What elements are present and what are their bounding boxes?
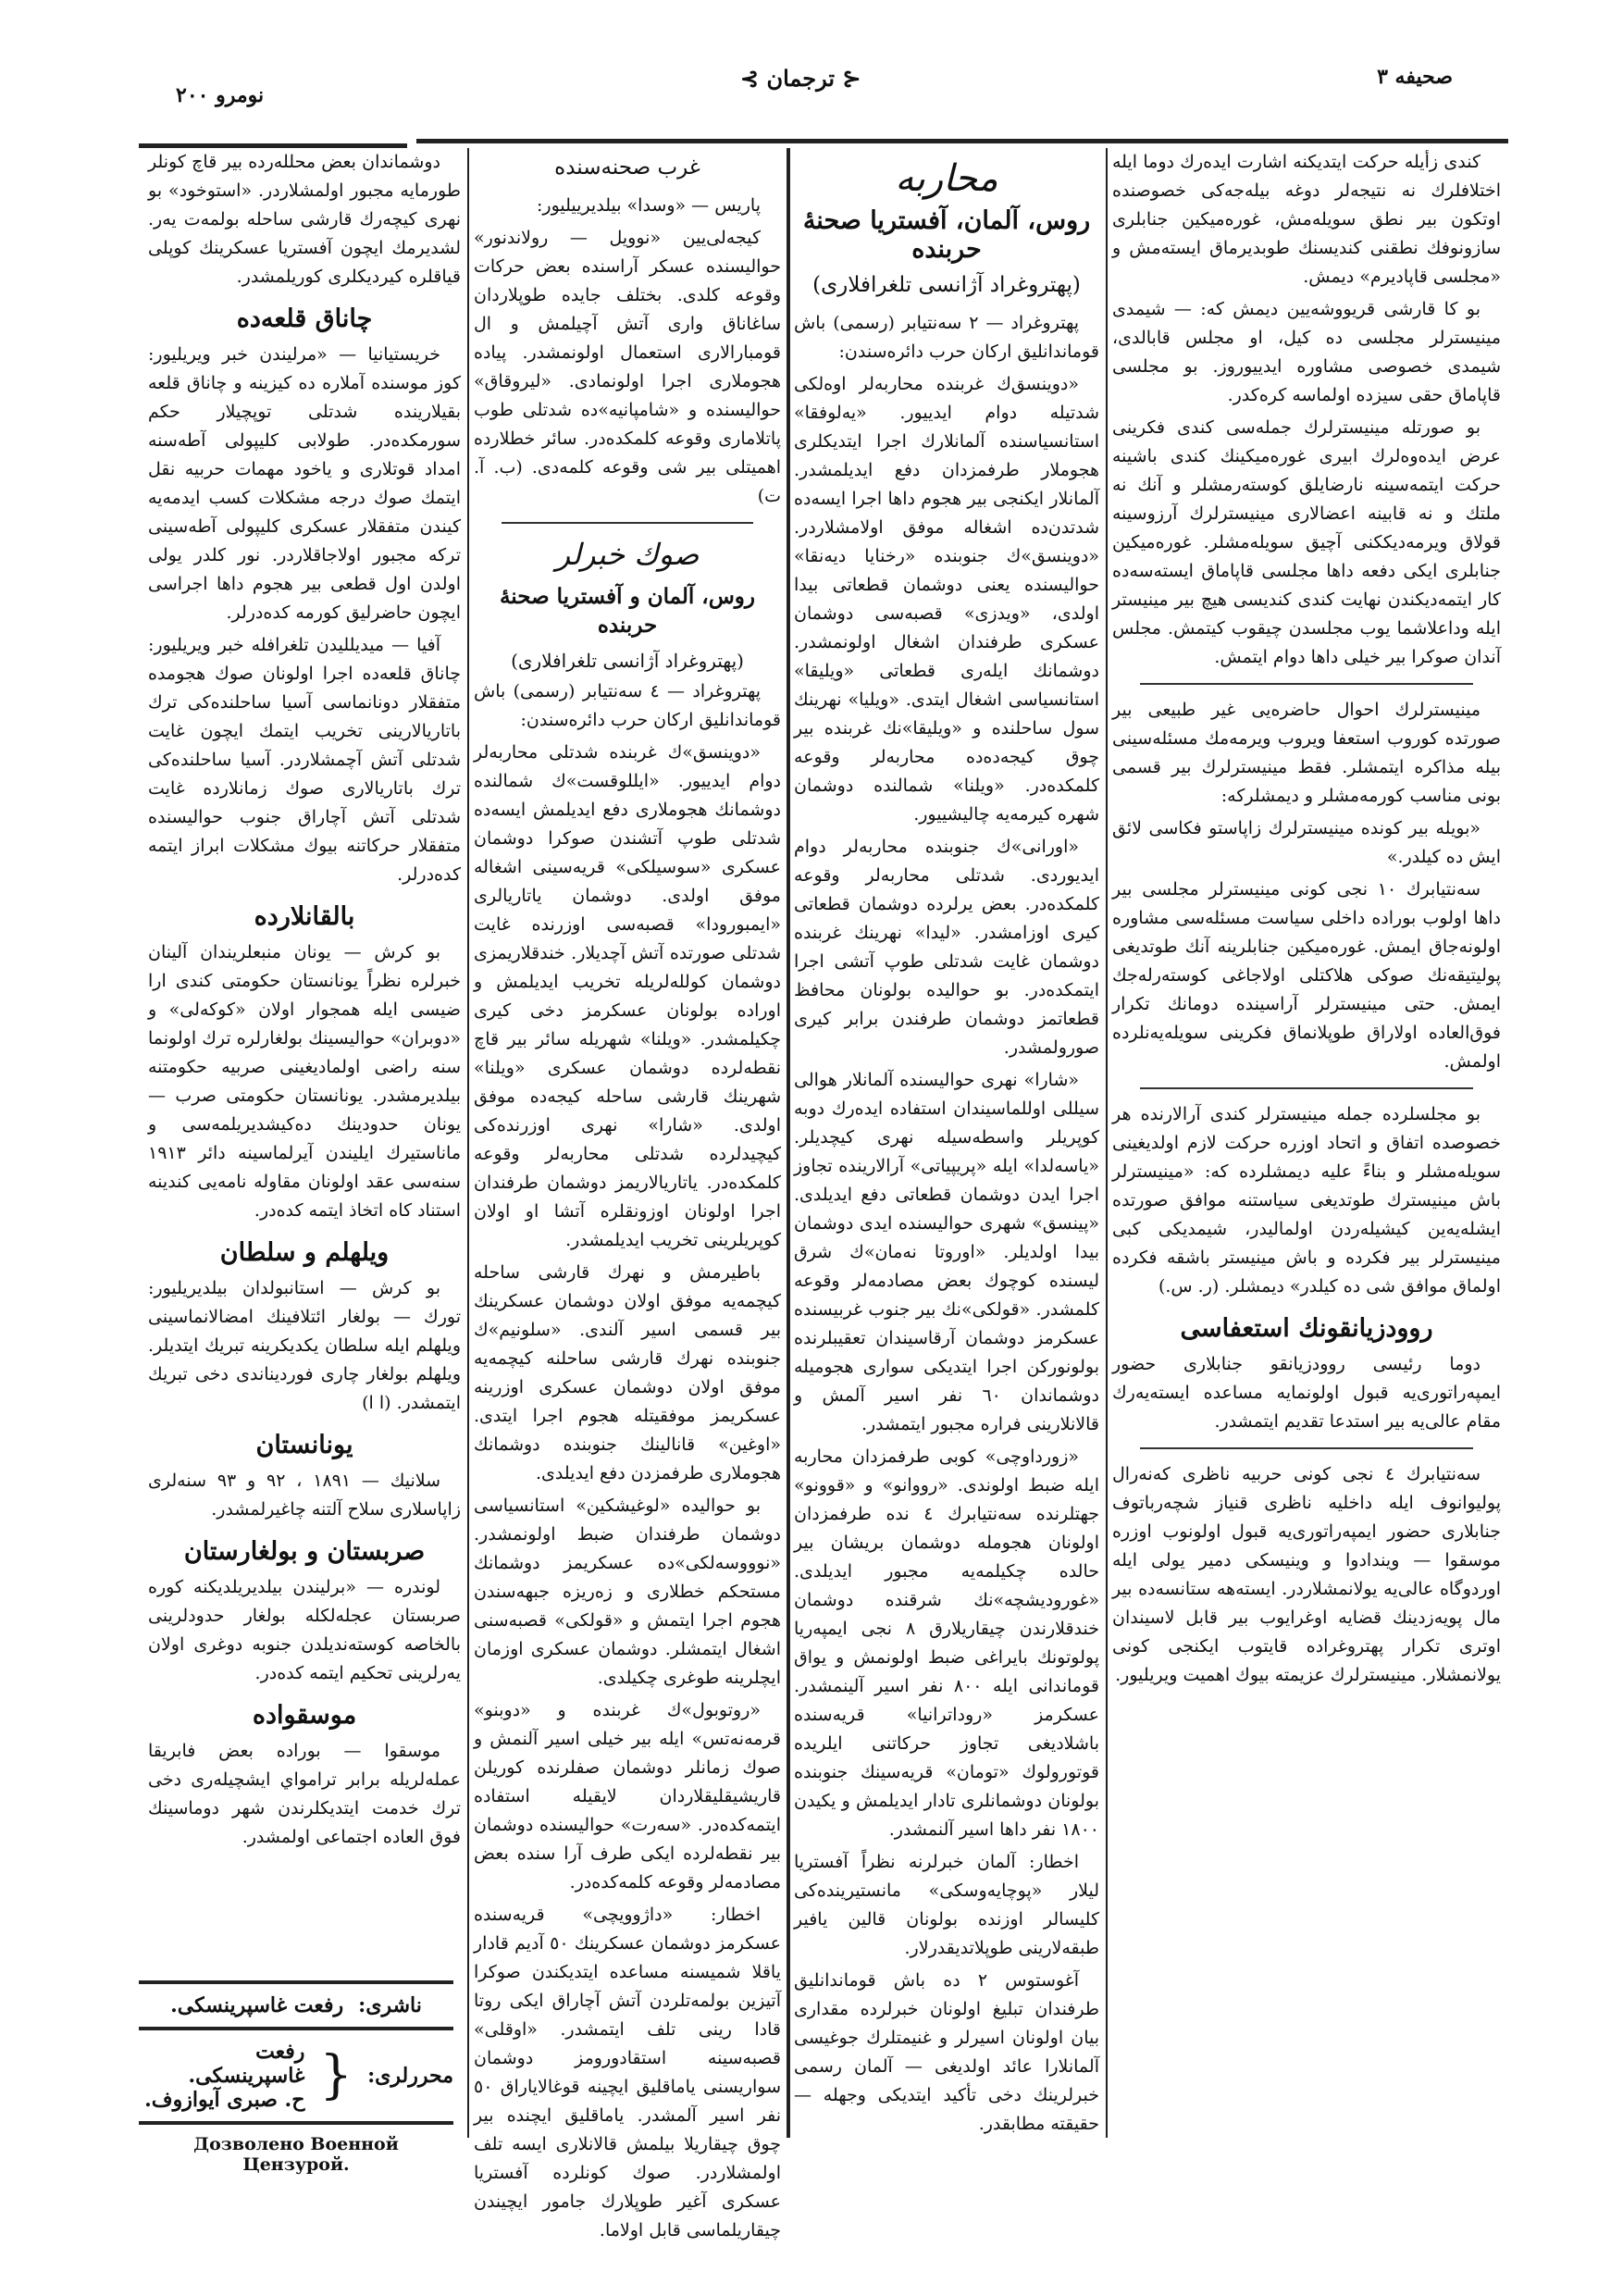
paragraph: «بویله بیر کونده مینیسترلرك زاپاستو فکاسی لائق ایش ده کیلدر.» — [1112, 818, 1501, 867]
censorship-note: Дозволено Военной Цензурой. — [139, 2121, 453, 2175]
publisher-row — [139, 1980, 453, 2027]
article-source: (پهتروغراد آژانسی تلغرافلاری) — [812, 273, 1081, 297]
paragraph: سه‌نتیابرك ٤ نجی کونی حربیه ناظری که‌نه‌رال پولیوانوف ایله داخلیه ناظری قنیاز شچه‌رباتوف جنابلاری حضور ایمپه‌راتوری‌یه قبول اولونوب اوزره موسقوا — ویندادوا و وینیسکی دمیر یولی ایله اوردوگاه عالی‌یه یولانمشلاردر. ایسته‌هه ستانسه‌ده بیر مال پویه‌زدینك قضایه اوغرایوب بیر قابل لاسیندان اوتری تکرار پهتروغراده قایتوب ایکنجی کونی یولانمشلار. مینیسترلرك عزیمته بیوك اهمیت ویریلیور. — [1112, 1464, 1501, 1685]
paragraph: «شارا» نهری حوالیسنده آلمانلار هوا‌لی سیللی اوللماسیندان استفاده ایده‌رك دوبه کوپریلر واسطه‌سیله نهری کیچدیلر. «یاسه‌لدا» ایله «پریپیاتی» آرالارینده تجاوز اجرا ایدن دوشمان قطعاتی دفع ایدیلدی. «پینسق» شهری حوالیسنده ایدی دوشمان بیدا اولدیلر. «اوروتا نه‌مان»ك شرق لیسنده کوچوك بعض مصادمه‌لر وقوعه کلمشدر. «قولکی»نك بیر جنوب غربیسنده عسکرمز دوشمان آرقاسیندان تعقیبلرنده بولونورکن اجرا ایتدیکی سواری هجومیله دوشماندان ٦۰ نفر اسیر آلمش و قالانلارینی فراره مجبور ایتمشدر. — [794, 1070, 1099, 1434]
paragraph: آغوستوس ۲ ده باش قوماندانلیق طرفندان تبلیغ اولونان خبرلرده مقداری بیان اولونان اسیرلر و غنیمتلرك جوغیسی آلمانلارا عائد اولدیغی — آلمان رسمی خبرلرینك دخی تأکید ایتدیکی وجهله — حقیقته مطابقدر. — [794, 1970, 1099, 2134]
paragraph: موسقوا — بوراده بعض فابریقا عمله‌لریله برابر ترامواي ایشچیله‌ری دخی ترك خدمت ایتدیکلرندن شهر دوماسینك فوق العاده اجتماعی اولمشدر. — [148, 1741, 461, 1847]
editor-name: رفعت غاسپرینسکی. — [188, 2040, 305, 2088]
column-divider — [787, 148, 790, 2138]
divider — [1140, 1447, 1473, 1449]
heading-war: محاربه — [895, 157, 998, 200]
paragraph: بو مجلسلرده جمله مینیسترلر کندی آرالارنده هر خصوصده اتفاق و اتحاد اوزره حرکت لازم اولدیغینی سویله‌مشلر و بناءً علیه دیمشلرده که: «مینیسترلر باش مینیسترك طوتدیغی سیاستنه موافق صورتده ایشله‌یه‌ین کیشیله‌ردن اولمالیدر، شیمدیکی کبی مینیسترلر بیر فکرده و باش مینیستر باشقه فکرده اولماق موافق شی ده کیلدر» دیمشلر. (ر. س.) — [1112, 1104, 1501, 1297]
imprint — [139, 1980, 453, 2175]
column-war — [794, 148, 1099, 2134]
column-divider — [467, 148, 469, 2138]
heading-moscow: موسقواده — [252, 1701, 357, 1730]
dateline: پهتروغراد — ٤ سه‌نتیابر (رسمی) باش قوماندانلیق ارکان حرب دائره‌سندن: — [474, 681, 781, 730]
column-foreign — [148, 148, 461, 1962]
paragraph: پاریس — «وسدا» بیلدیرییلیور: — [537, 195, 761, 216]
newspaper-title: ⊰ ترجمان ⊱ — [740, 65, 861, 92]
paragraph: دوما رئیسی روودزیانقو جنابلاری حضور ایمپه‌راتوری‌یه قبول اولونمایه مساعده ایسته‌یه‌رك مقام عالی‌یه بیر استدعا تقدیم ایتمشدر. — [1112, 1354, 1501, 1432]
heading-balkans: بالقانلارده — [254, 902, 355, 931]
paragraph: اخطار: «داژوویچی» قریه‌سنده عسکرمز دوشمان عسکرینك ٥۰ آدیم قادار یاقلا شمیسنه مساعده ایتدیکندن صوکرا آتیزین بولمه‌تلردن آتش آچاراق ایکی روتا قادا رینی تلف ایتمشدر. «اوقلی» قصبه‌سینه استقادورومز دوشمان سواریسنی یاماقلیق ایچینه قوغالایاراق ٥۰ نفر اسیر آلمشدر. یاماقلیق ایچنده بیر چوق چیقاریلا بیلمش قالانلاری ایسه تلف اولمشلاردر. صوك کونلرده آفستریا عسکری آغیر طوپلارك جامور ایچیندن چیقاریلماسی قابل اولاما. — [474, 1905, 781, 2240]
paragraph: باطیرمش و نهرك قارشی ساحله کیچمه‌یه موفق اولان دوشمان عسکرینك بیر قسمی اسیر آلندی. «سلونیم»ك جنوبنده نهرك قارشی ساحلنه کیچمه‌یه موفق اولان دوشمان عسکری اوزرینه عسکریمز موفقیتله هجوم اجرا ایتدی. «اوغین» قانالینك جنوبنده دوشمانك هجوملاری طرفمزدن دفع ایدیلدی. — [474, 1262, 781, 1483]
paragraph: دوشماندان بعض محلله‌رده بیر قاچ کونلر طورمایه مجبور اولمشلاردر. «استوخود» بو نهری کیچه‌رك قارشی ساحله بولمه‌ت یه‌ر. لشدیرمك ایچون آفستریا عسکرینك کوپلی قیاقلره کیردیکلری کوریلمشدر. — [148, 152, 461, 287]
editors-list — [139, 2040, 304, 2112]
issue-number: نومرو ۲۰۰ — [176, 83, 265, 107]
article-title: روس، آلمان و آفستریا صحنهٔ حربنده — [499, 584, 756, 638]
newspaper-page — [139, 56, 1508, 2240]
column-divider — [1106, 148, 1108, 2138]
heading-wilhelm-sultan: ویلهلم و سلطان — [219, 1238, 390, 1267]
paragraph: اخطار: آلمان خبرلرنه نظراً آفستریا لیلار «پوچایه‌وسکی» مانستیرینده‌کی کلیسالر اوزنده بولونان قالین یافیر طبقه‌لارینی طوپلاتدیقدرلار. — [794, 1852, 1099, 1958]
paragraph: «دوینسق‌ك غربنده محاربه‌لر اوه‌لکی شدتیله دوام ایدییور. «یه‌لوفقا» استانسیاسنده آلمانلارك اجرا ایتدیکلری هجوملار طرفمزدان دفع ایدیلمشدر. آلمانلار ایکنجی بیر هجوم داها اجرا ایسه‌ده شدتدن‌ده اشغاله موفق اولامشلاردر. «دوینسق»ك جنوبنده «رخنایا دیه‌نقا» حوالیسنده یعنی دوشمان قطعاتی بیدا اولدی، «ویدزی» قصبه‌سی دوشمان عسکری طرفندان اشغال اولونمشدر. دوشمانك ایله‌ری قطعاتی «ویلیقا» استانسیاسی اشغال ایتدی. «ویلیا» نهرینك سول ساحلنده و «ویلیقا»نك غربنده بیر چوق کیجه‌ده‌ده محاربه‌لر وقوعه کلمکده‌در. «ویلنا» شمالنده دوشمان شهره کیرمه‌یه چالیشییور. — [794, 374, 1099, 825]
paragraph: خریستیانیا — «مرلیندن خبر ویریلیور: کوز موسنده آملاره ده کیزینه و چاناق قلعه بقیلارینده شدتلی توپچیلار حکم سورمکده‌در. طولابی کلیپولی آطه‌سنه امداد قوتلاری و یاخود مهمات حربیه نقل ایتمك صوك درجه مشکلات کسب ایدمه‌یه کیندن متفقلار عسکری کلیپولی آطه‌سینی ترکه مجبور اولاجاقلاردر. نور کلدر یولی اولدن اول قطعی بیر هجوم داها اجراسی ایچون حاضرلیق کورمه کده‌درلر. — [148, 344, 461, 623]
publisher-label: ناشری: — [358, 1993, 422, 2017]
paragraph: بو حوالیده «لوغیشکین» استانسیاسی دوشمان طرفندان ضبط اولونمشدر. «نوووسه‌لکی»ده عسکریمز دوشمانك مستحکم خطلاری و زه‌ریزه جبهه‌سندن هجوم اجرا ایتمش و «قولکی» قصبه‌سنی اشغال ایتمشلر. دوشمان عسکری اوزمان ایچلرینه طوغری چکیلدی. — [474, 1496, 781, 1688]
paragraph: بو کرش — استانبولدان بیلدیریلیور: تورك — بولغار ائتلافینك امضالانماسینی ویلهلم ایله سلطان یکدیکرینه تبریك ایتدیلر. ویلهلم بولغار چاری فوردیناندی دخی تبریك ایتمشدر. (ا ا) — [148, 1278, 461, 1413]
paragraph: مینیسترلرك احوال حاضره‌یی غیر طبیعی بیر صورتده کوروب استعفا ویروب ویرمه‌مك مسئله‌سینی بیله مذاکره ایتمشلر. فقط مینیسترلرك بیر قسمی بونی مناسب کورمه‌مشلر و دیمشلرکه: — [1112, 700, 1501, 806]
paragraph: سلانیك — ۱۸۹۱ ، ۹۲ و ۹۳ سنه‌لری زاپاسلاری سلاح آلتنه چاغیرلمشدر. — [148, 1471, 461, 1520]
article-title: روس، آلمان، آفستریا صحنهٔ حربنده — [802, 206, 1091, 264]
editor-name: ح. صبری آیوازوف. — [144, 2088, 305, 2112]
paragraph: کیجه‌لی‌یین «نوویل — رولاندنور» حوالیسنده عسکر آراسنده بعض حرکات وقوعه کلدی. بختلف جایده طوپلاردان ساغاناق واری آتش آچیلمش و ال قومبارالاری استعمال اولونمشدر. پیاده هجوملاری اجرا اولونمادی. «لیروقاق» حوالیسنده و «شامپانیه»ده شدتلی طوب پاتلاماری وقوعه کلمکده‌در. سائر خطلارده اهمیتلی بیر شی وقوعه کلمه‌دی. (ب. آ. ت) — [474, 228, 781, 506]
paragraph: بو کا قارشی قریووشه‌یین دیمش که: — شیمدی مینیسترلر مجلسی ده کیل، او مجلس قابالدی، شیمدی خصوصی مشاوره ایدییوروز. بو مجلسی قاپاماق حقی سیزده اولماسه کره‌کدر. — [1112, 299, 1501, 405]
heading-west-front: غرب صحنه‌سنده — [554, 155, 700, 180]
paragraph: بو صورتله مینیسترلرك جمله‌سی کندی فکرینی عرض ایده‌وه‌لرك ابیری غوره‌میکینك کندی باشینه حرکت ایتمه‌سینه نارضایلق کوسته‌رمشلر و آنك نه ملتك و نه قابینه اعضالاری مینیسترلرك آرزوسینه قولاق ویرمه‌دیککنی آچیق سویله‌مشلر. غوره‌میکین جنابلری ایکی دفعه داها مجلسی قاپاماق ایسته‌سه‌ده کار ایتمه‌دیکندن نهایت کندی کندیسی هیچ بیر مینیستر ایله وداعلاشما یوب مجلسدن چیقوب کیتمش. مجلس آندان صوکرا بیر خیلی داها دوام ایتمش. — [1112, 417, 1501, 667]
dateline: پهتروغراد — ۲ سه‌نتیابر (رسمی) باش قوماندانلیق ارکان حرب دائره‌سندن: — [794, 313, 1099, 362]
page-number: صحیفه ۳ — [1377, 65, 1453, 89]
title-text: ترجمان — [766, 65, 836, 92]
editors-row — [139, 2027, 453, 2121]
heading-latest-news: صوك خبرلر — [555, 537, 700, 572]
paragraph: «زورداوچی» کوبی طرفمزدان محاربه ایله ضبط اولوندی. «رووانو» و «قوونو» جهتلرنده سه‌نتیابرك ٤ نده طرفمزدان اولونان هجومله دوشمان بریشان بیر حالده چکیلمه‌یه مجبور ایدیلدی. «غورودیشچه»نك شرقنده دوشمان خندقلارندن چیقاریلارق ۸ نجی ایمپه‌ریا پولوتونك بایراغی ضبط اولونمش و یواق قوماندانی ایله ۸۰۰ نفر اسیر آلینمشدر. عسکرمز «روداترانیا» قریه‌سنده باشلادیغی تجاوز حرکاتنی ایلریده قوتورولوك «تومان» قریه‌سینك جنوبنده بولونان دوشمانلری تادار ایدیلمش و یکیدن ۱۸۰۰ نفر داها اسیر آلنمشدر. — [794, 1446, 1099, 1840]
paragraph: آفیا — میدیللیدن تلغرافله خبر ویریلیور: چاناق قلعه‌ده اجرا اولونان صوك هجومده متفقلار دونانماسی آسیا ساحلنده‌کی ترك باتاریالارینی تخریب ایتمك ایچون غایت شدتلی آتش آچمشلاردر. آسیا ساحلنده‌کی ترك باتاریالاری صوك زمانلارده غایت شدتلی آتش آچاراق جنوب حوالیسنده متفقلار حرکاتنه بیوك مشکلات ابراز ایتمه کده‌درلر. — [148, 635, 461, 885]
publisher-name: رفعت غاسپرینسکی. — [170, 1993, 344, 2017]
paragraph: «روتوبول»ك غربنده و «دوبنو» قرمه‌نه‌تس» ایله بیر خیلی اسیر آلنمش و صوك زمانلر دوشمان صفلرنده کوریلن قاریشیقلیقلاردان لایقیله استفاده ایتمه‌کده‌در. «سه‌رت» حوالیسنده دوشمان بیر نقطه‌لرده ایکی طرف آرا سنده بعض مصادمه‌لر وقوعه کلمه‌کده‌در. — [474, 1700, 781, 1893]
paragraph: «اورانی»ك جنوبنده محاربه‌لر دوام ایدیوردی. شدتلی محاربه‌لر وقوعه کلمکده‌در. بعض یرلرده دوشمان قطعاتی کیری اوزامشدر. «لیدا» نهرینك غربنده دوشمان غایت شدتلی طوپ آتشی اجرا ایتمکده‌در. بو حوالیده بولونان محافظ قطعاتمز دوشمان طرفندن برابر کیری صورولمشدر. — [794, 837, 1099, 1058]
editors-label: محررلری: — [367, 2064, 453, 2088]
brace: { — [319, 2045, 353, 2105]
heading-resignation: روودزیانقونك استعفاسی — [1180, 1314, 1433, 1343]
column-west-and-latest — [474, 148, 781, 2240]
divider — [416, 139, 1508, 143]
paragraph: بو کرش — یونان منبعلریندان آلینان خبرلره نظراً یونانستان حکومتی کندی ارا ضیسی ایله همجوار اولان «کوکه‌لی» و «دوبران» حوالیسینك بولغارلره ترك اولونما سنه راضی اولمادیغینی صربیه حکومتنه بیلدیرمشدر. یونانستان حکومتی صرب — یونان حدودینك ده‌کیشدیریلمه‌سی و ماناستیرك ایلیندن آیرلماسینه دائر ۱۹۱۳ سنه‌سی عقد اولونان مقاوله نامه‌یی کندینه استناد کاه اتخاذ ایتمه کده‌در. — [148, 942, 461, 1221]
article-source: (پهتروغراد آژانسی تلغرافلاری) — [511, 650, 744, 672]
paragraph: کندی زأیله حرکت ایتدیکنه اشارت ایده‌رك دوما ایله اختلافلرك نه نتیجه‌لر دوغه بیله‌جه‌کی خصوصنده اوتکون بیر نطق سویله‌مش، غوره‌میکین جنابلری سازونوفك نطقنی کندیسنك طوبدیرماق ایسته‌مش و «مجلسی قاپادیرم» دیمش. — [1112, 152, 1501, 287]
heading-serbia-bulgaria: صربستان و بولغارستان — [183, 1537, 426, 1566]
divider — [502, 522, 753, 524]
divider — [1140, 683, 1473, 685]
heading-greece: یونانستان — [255, 1431, 353, 1459]
paragraph: «دوینسق»ك غربنده شدتلی محاربه‌لر دوام ایدییور. «ایللوقست»ك شمالنده دوشمانك هجوملاری دفع ایدیلمش ایسه‌ده شدتلی طوپ آتشندن صوکرا دوشمان عسکری «سوسیلکی» قریه‌سینی اشغاله موفق اولدی. دوشمان یاتاریالری «ایمبورودا» قصبه‌سی اوزرنده غایت شدتلی صورتده آتش آچدیلار. خندقلاریمزی دوشمان کولله‌لریله تخریب ایدیلمش و اوراده بولونان عسکرمز دخی کیری چکیلمشدر. «ویلنا» شهریله سائر بیر قاچ نقطه‌لرده دوشمان عسکری «ویلنا» شهرینك قارشی ساحله کیجه‌ده موفق اولدی. «شارا» نهری اوزرنده‌کی کیچیدلرده شدتلی محاربه‌لر وقوعه کلمکده‌در. یاتاریالاریمز دوشمان طرفندان اجرا اولونان اوزونقلره آتشا او اولان کوپریلرینی تخریب ایدیلمشدر. — [474, 742, 781, 1250]
heading-dardanelles: چاناق قلعه‌ده — [236, 304, 373, 333]
paragraph: سه‌نتیابرك ۱۰ نجی کونی مینیسترلر مجلسی بیر داها اولوب بوراده داخلی سیاست مسئله‌سی مشاوره اولونه‌جاق ایمش. غوره‌میکین جنابلرینه آنك طوتدیغی پولیتیقه‌نك صوکی هلاکتلی اولاجاغی کوسته‌رله‌جك ایمش. حتی مینیسترلر آراسینده دومانك تکرار فوق‌العاده اولاراق طوپلانماق فکرینی سویله‌یه‌نلرده اولمش. — [1112, 879, 1501, 1072]
column-domestic — [1112, 148, 1501, 2128]
divider — [1140, 1087, 1473, 1089]
paragraph: لوندره — «برلیندن بیلدیریلدیکنه کوره صربستان عجله‌لکله بولغار حدودلرینی بالخاصه کوسته‌ندیلدن جنوبه دوغری اولان یه‌رلرینی تحکیم ایتمه کده‌در. — [148, 1577, 461, 1683]
